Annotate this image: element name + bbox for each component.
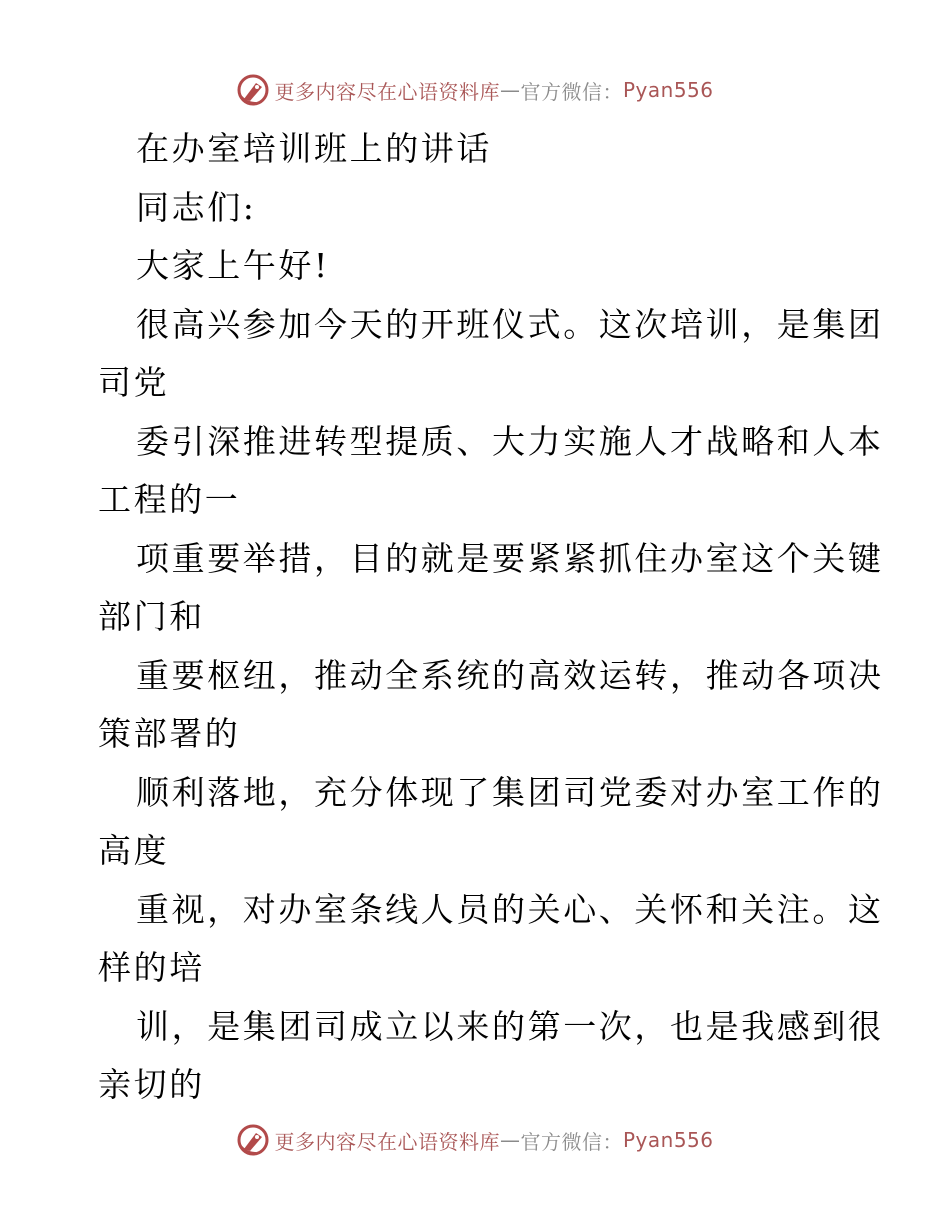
watermark-official-label: 官方微信：	[520, 1129, 623, 1154]
watermark-brand-text: 更多内容尽在心语资料库	[274, 1129, 500, 1154]
body-line: 项重要举措，目的就是要紧紧抓住办室这个关键	[136, 538, 884, 578]
pen-nib-logo-icon	[236, 73, 270, 107]
body-line: 部门和	[98, 597, 205, 636]
greeting: 大家上午好!	[136, 246, 330, 285]
body-line: 很高兴参加今天的开班仪式。这次培训，是集团	[136, 304, 884, 344]
watermark-dash: —	[499, 78, 521, 102]
document-title: 在办室培训班上的讲话	[136, 129, 492, 168]
watermark-wechat-id: Pyan556	[622, 1128, 714, 1152]
body-line: 策部署的	[98, 714, 241, 753]
watermark-wechat-id: Pyan556	[622, 78, 714, 102]
body-line: 亲切的	[98, 1065, 205, 1104]
watermark-brand-text: 更多内容尽在心语资料库	[274, 79, 500, 104]
body-line: 重视，对办室条线人员的关心、关怀和关注。这	[136, 889, 884, 929]
header-watermark	[0, 73, 950, 107]
body-line: 工程的一	[98, 480, 241, 519]
watermark-official-label: 官方微信：	[520, 79, 623, 104]
body-line: 训，是集团司成立以来的第一次，也是我感到很	[136, 1006, 884, 1046]
pen-nib-logo-icon	[236, 1123, 270, 1157]
body-line: 高度	[98, 831, 170, 870]
watermark-dash: —	[499, 1128, 521, 1152]
body-line: 样的培	[98, 948, 205, 987]
document-body	[98, 120, 884, 1115]
body-line: 委引深推进转型提质、大力实施人才战略和人本	[136, 421, 884, 461]
salutation: 同志们:	[136, 187, 257, 227]
body-line: 重要枢纽，推动全系统的高效运转，推动各项决	[136, 655, 884, 695]
footer-watermark	[0, 1123, 950, 1157]
body-line: 顺利落地，充分体现了集团司党委对办室工作的	[136, 772, 884, 812]
body-line: 司党	[98, 363, 170, 402]
